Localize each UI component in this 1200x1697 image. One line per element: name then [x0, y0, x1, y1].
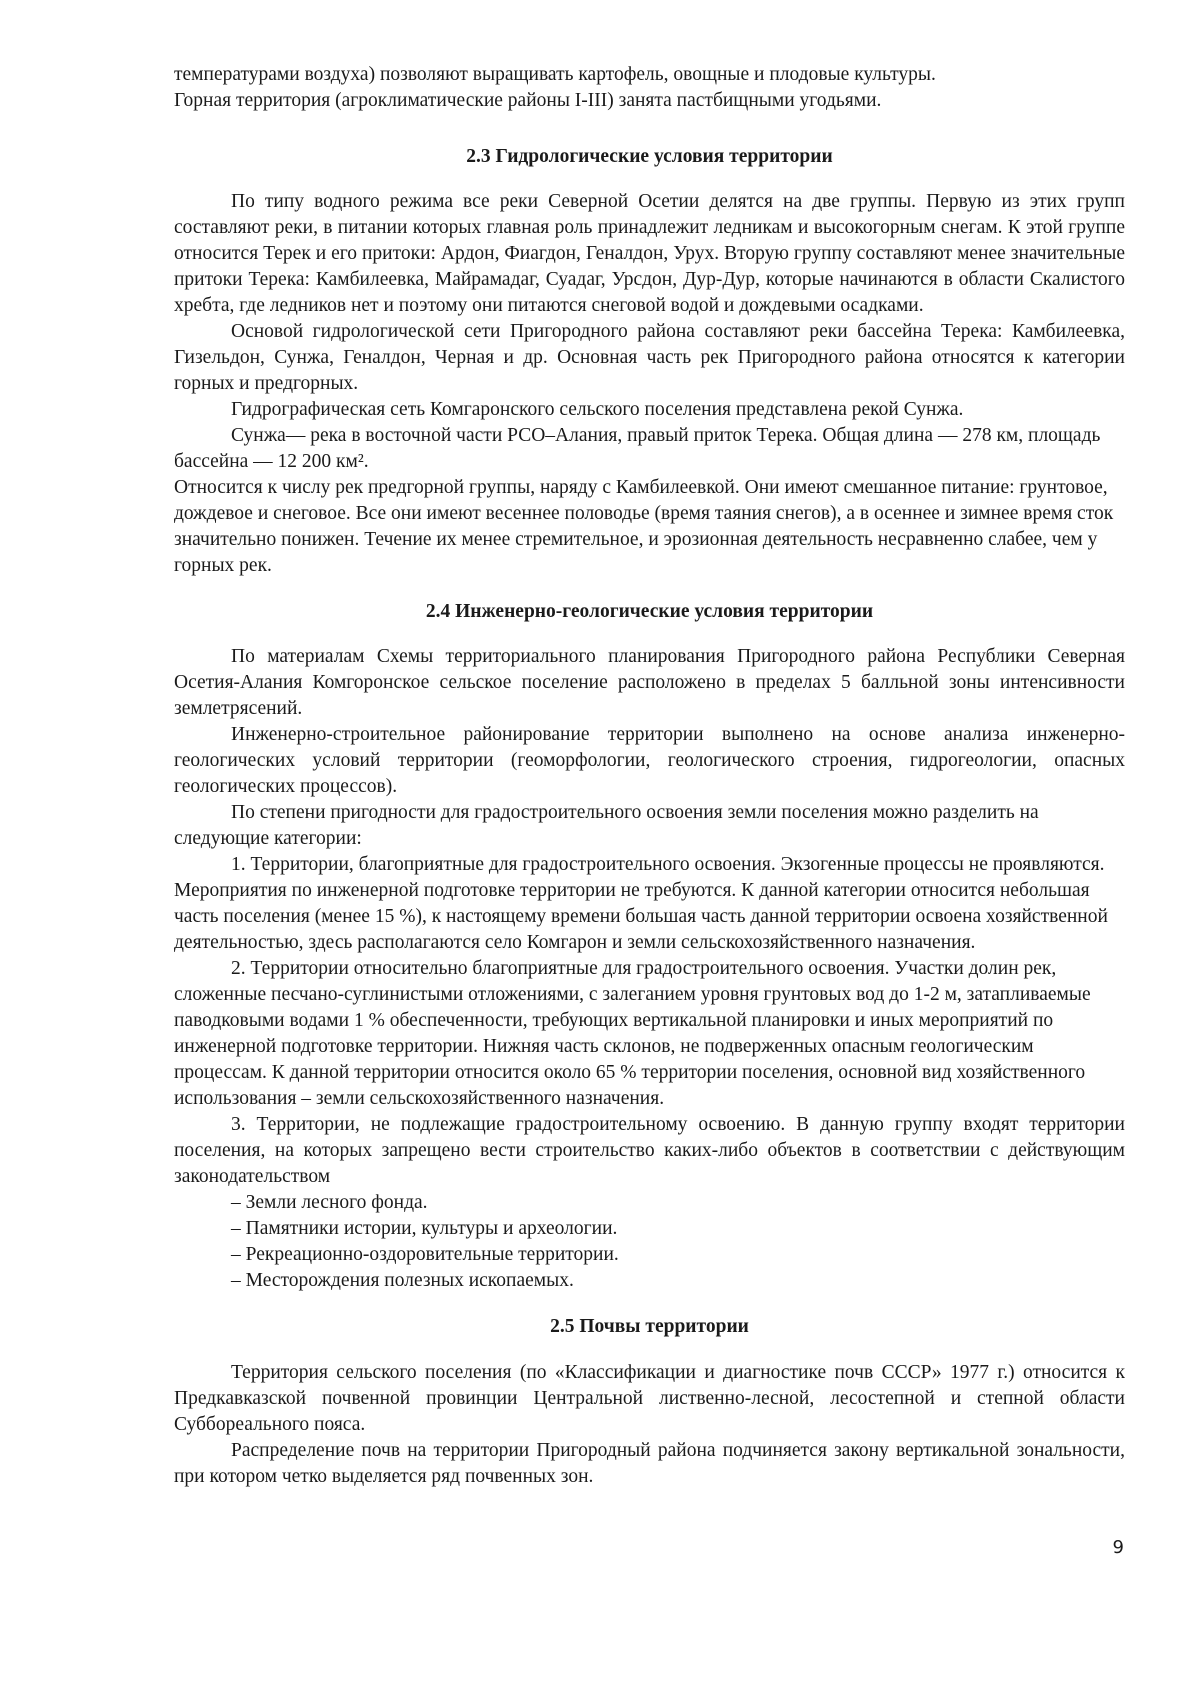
paragraph: Территория сельского поселения (по «Классификации и диагностике почв СССР» 1977 г.) относится к Предкавказской почвенной провинции Центральной лиственно-лесной, лесостепной и степной области Суббореального пояса.	[174, 1362, 1125, 1435]
document-page	[174, 62, 1125, 1490]
paragraph: Инженерно-строительное районирование территории выполнено на основе анализа инженерно-геологических условий территории (геоморфологии, геологического строения, гидрогеологии, опасных геологических процессов).	[174, 724, 1125, 797]
list-item: – Рекреационно-оздоровительные территории.	[231, 1244, 619, 1265]
category-item-1: 1. Территории, благоприятные для градостроительного освоения. Экзогенные процессы не проявляются. Мероприятия по инженерной подготовке территории не требуются. К данной категории относится небольшая часть поселения (менее 15 %), к настоящему времени большая часть данной территории освоена хозяйственной деятельностью, здесь располагаются село Комгарон и земли сельскохозяйственного назначения.	[174, 854, 1108, 953]
intro-line-2: Горная территория (агроклиматические районы I-III) занята пастбищными угодьями.	[174, 90, 882, 111]
paragraph: По материалам Схемы территориального планирования Пригородного района Республики Северная Осетия-Алания Комгоронское сельское поселение расположено в пределах 5 балльной зоны интенсивности землетрясений.	[174, 646, 1125, 719]
category-item-3: 3. Территории, не подлежащие градостроительному освоению. В данную группу входят территории поселения, на которых запрещено вести строительство каких-либо объектов в соответствии с действующим законодательством	[174, 1114, 1125, 1187]
list-item: – Памятники истории, культуры и археологии.	[231, 1218, 618, 1239]
paragraph: Сунжа— река в восточной части РСО–Алания, правый приток Терека. Общая длина — 278 км, площадь бассейна — 12 200 км².	[174, 425, 1101, 472]
section-2-5-heading: 2.5 Почвы территории	[550, 1316, 749, 1337]
list-item: – Земли лесного фонда.	[231, 1192, 428, 1213]
page-number: 9	[1112, 1537, 1124, 1558]
paragraph: По степени пригодности для градостроительного освоения земли поселения можно разделить на следующие категории:	[174, 802, 1039, 849]
paragraph: Распределение почв на территории Пригородный района подчиняется закону вертикальной зональности, при котором четко выделяется ряд почвенных зон.	[174, 1440, 1125, 1487]
paragraph: Основой гидрологической сети Пригородного района составляют реки бассейна Терека: Камбилеевка, Гизельдон, Сунжа, Геналдон, Черная и др. Основная часть рек Пригородного района относятся к категории горных и предгорных.	[174, 321, 1125, 394]
paragraph: Относится к числу рек предгорной группы, наряду с Камбилеевкой. Они имеют смешанное питание: грунтовое, дождевое и снеговое. Все они имеют весеннее половодье (время таяния снегов), а в осеннее и зимнее время сток значительно понижен. Течение их менее стремительное, и эрозионная деятельность несравненно слабее, чем у горных рек.	[174, 477, 1114, 576]
section-2-3-heading: 2.3 Гидрологические условия территории	[466, 146, 833, 167]
category-item-2: 2. Территории относительно благоприятные для градостроительного освоения. Участки долин рек, сложенные песчано-суглинистыми отложениями, с залеганием уровня грунтовых вод до 1-2 м, затапливаемые паводковыми водами 1 % обеспеченности, требующих вертикальной планировки и иных мероприятий по инженерной подготовке территории. Нижняя часть склонов, не подверженных опасным геологическим процессам. К данной территории относится около 65 % территории поселения, основной вид хозяйственного использования – земли сельскохозяйственного назначения.	[174, 958, 1091, 1109]
intro-line-1: температурами воздуха) позволяют выращивать картофель, овощные и плодовые культуры.	[174, 64, 936, 85]
paragraph: По типу водного режима все реки Северной Осетии делятся на две группы. Первую из этих групп составляют реки, в питании которых главная роль принадлежит ледникам и высокогорным снегам. К этой группе относится Терек и его притоки: Ардон, Фиагдон, Геналдон, Урух. Вторую группу составляют менее значительные притоки Терека: Камбилеевка, Майрамадаг, Суадаг, Урсдон, Дур-Дур, которые начинаются в области Скалистого хребта, где ледников нет и поэтому они питаются снеговой водой и дождевыми осадками.	[174, 191, 1125, 316]
list-item: – Месторождения полезных ископаемых.	[231, 1270, 574, 1291]
section-2-4-heading: 2.4 Инженерно-геологические условия территории	[425, 601, 874, 622]
paragraph: Гидрографическая сеть Комгаронского сельского поселения представлена рекой Сунжа.	[231, 399, 964, 420]
